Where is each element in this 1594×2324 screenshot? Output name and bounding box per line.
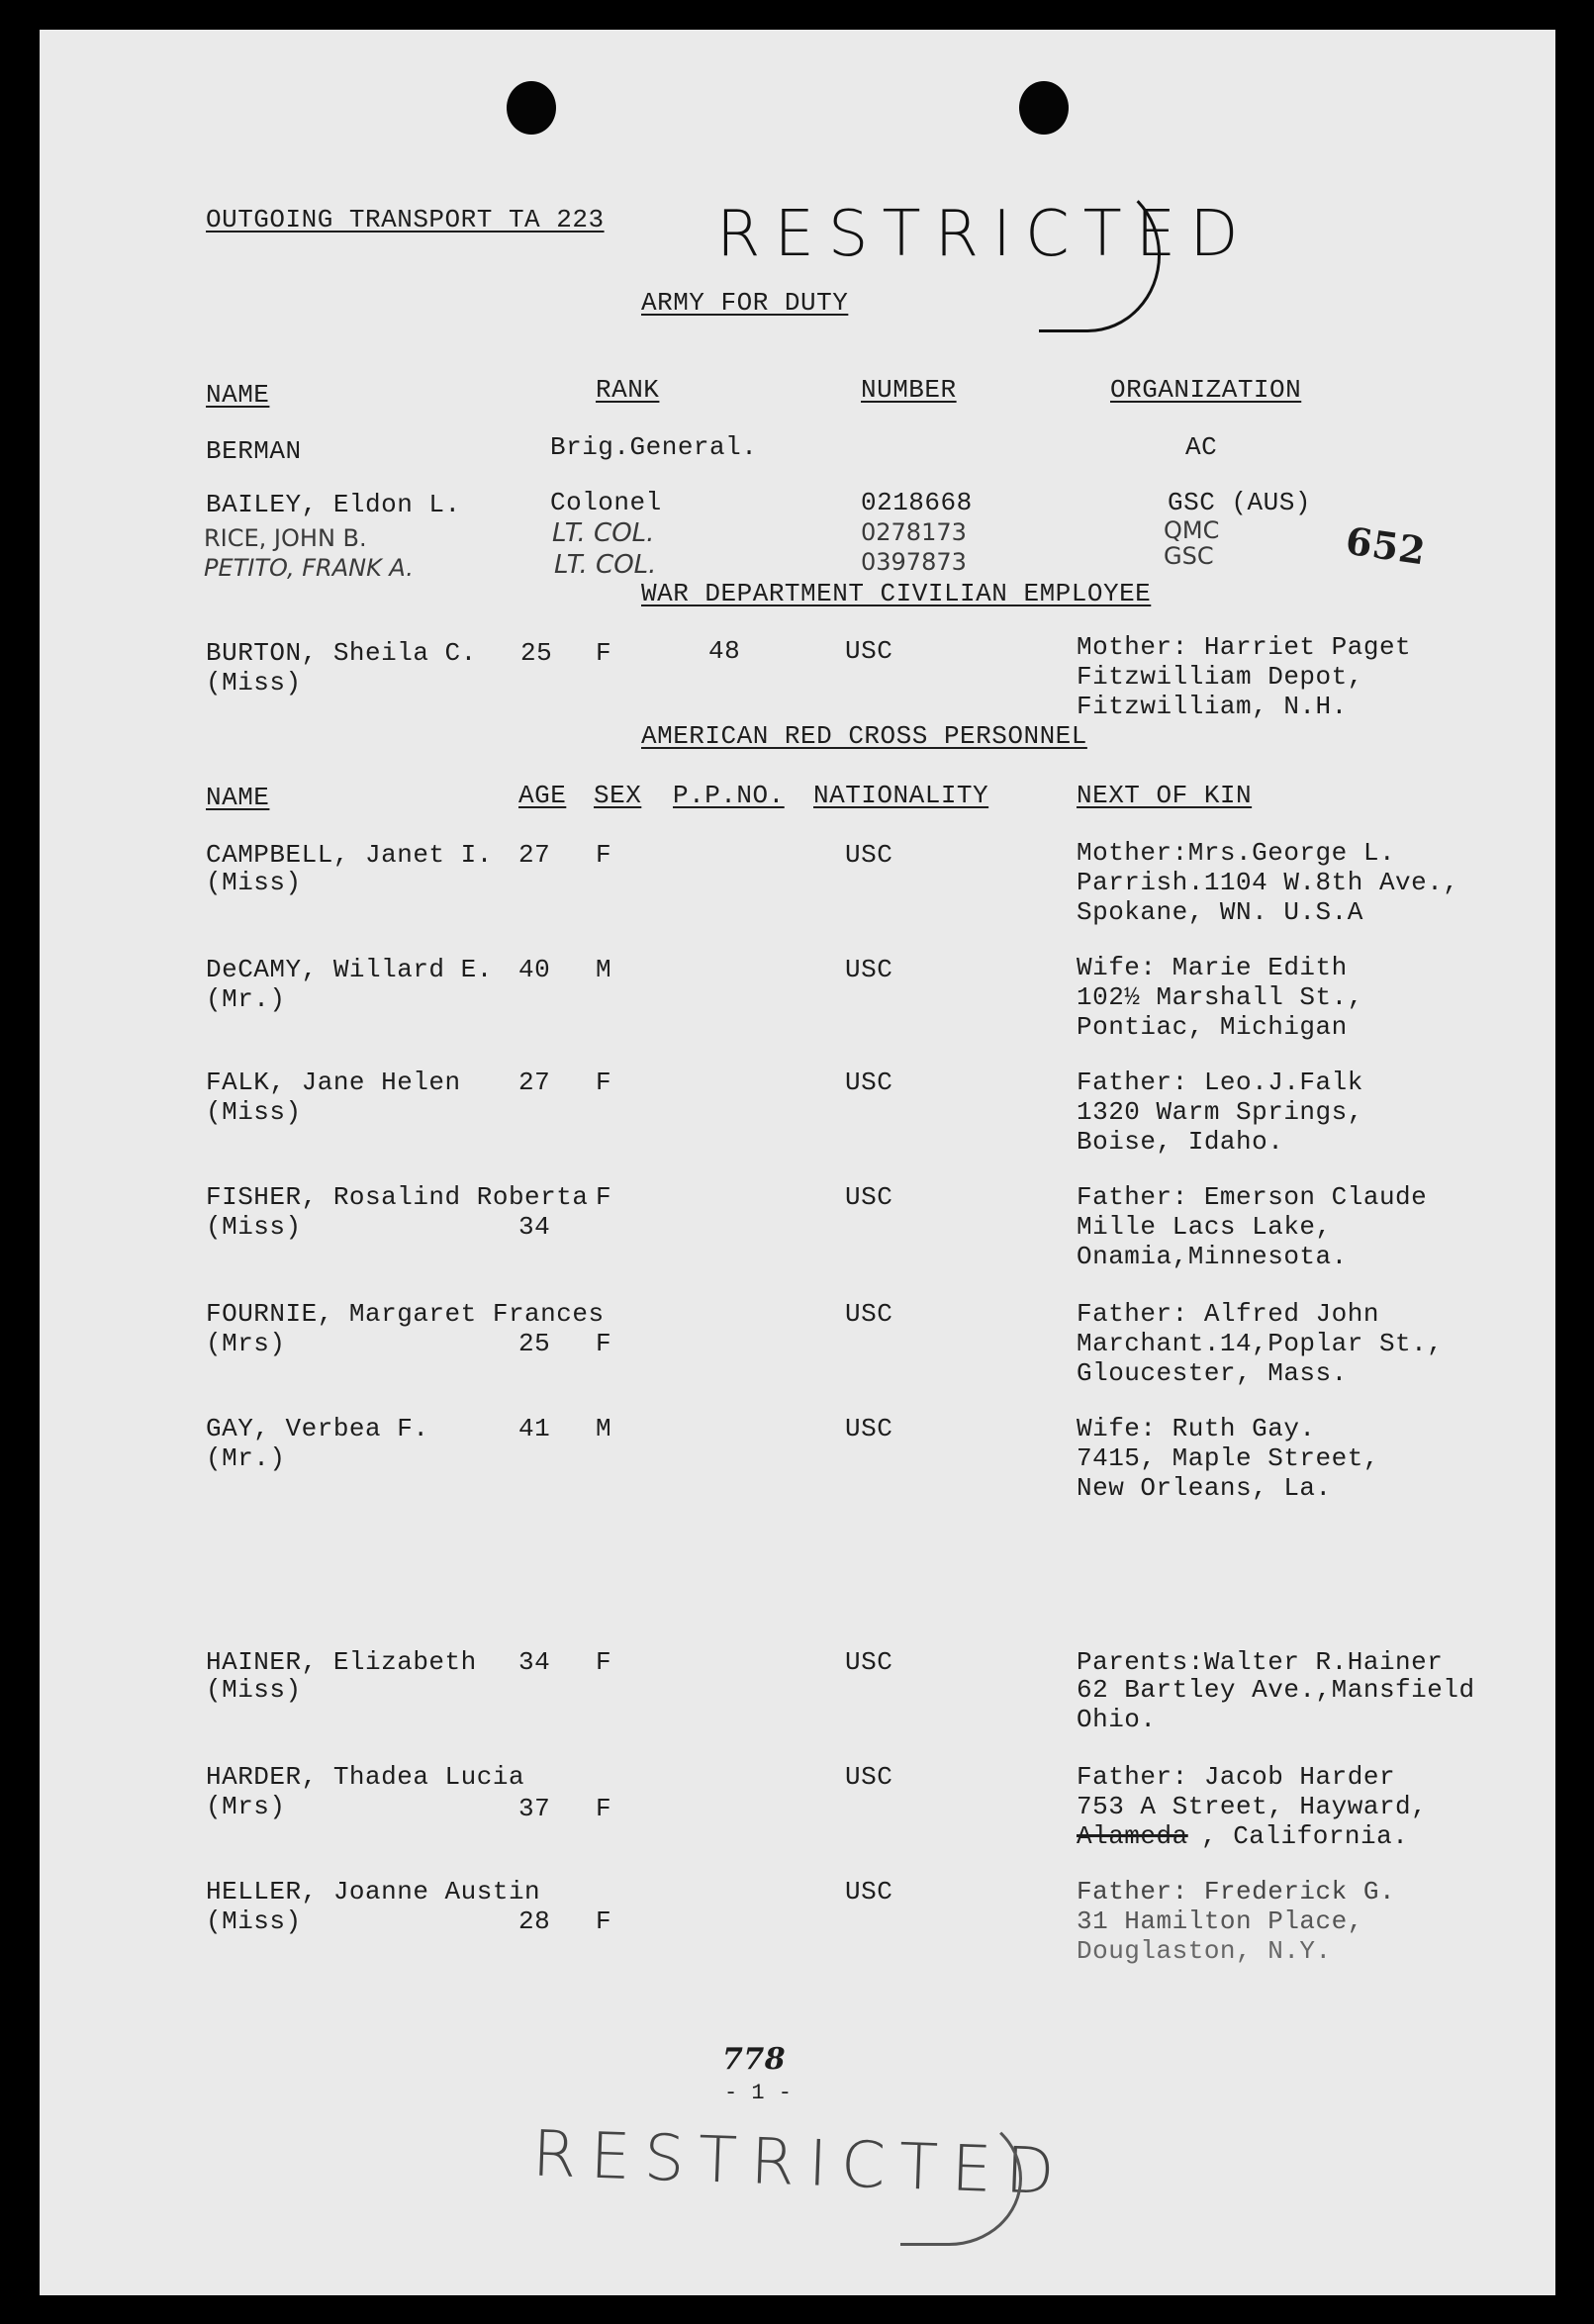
arc-row-kin: 1320 Warm Springs,: [1077, 1097, 1363, 1127]
arc-row-age: 27: [518, 1068, 551, 1097]
arc-row-kin: Father: Frederick G.: [1077, 1877, 1396, 1906]
arc-row-kin: 7415, Maple Street,: [1077, 1443, 1379, 1473]
section-army-heading: ARMY FOR DUTY: [641, 288, 849, 318]
arc-row-kin: Wife: Ruth Gay.: [1077, 1414, 1316, 1443]
restricted-stamp-bottom: RESTRICTED: [530, 2117, 1070, 2210]
arc-row-kin: Father: Alfred John: [1077, 1299, 1379, 1329]
arc-row-nationality: USC: [845, 1299, 893, 1329]
arc-col-nationality: NATIONALITY: [813, 781, 989, 810]
arc-row-title: (Miss): [206, 1097, 302, 1127]
arc-row-kin: Wife: Marie Edith: [1077, 953, 1348, 982]
footer-number: 778: [722, 2042, 787, 2077]
army-row-org: AC: [1185, 432, 1218, 462]
arc-row-kin-struck: Alameda: [1077, 1821, 1188, 1851]
arc-row-name: FALK, Jane Helen: [206, 1068, 461, 1097]
arc-col-sex: SEX: [594, 781, 642, 810]
army-col-organization: ORGANIZATION: [1110, 375, 1302, 405]
wd-nationality: USC: [845, 636, 893, 666]
arc-row-nationality: USC: [845, 1762, 893, 1792]
arc-row-kin: Boise, Idaho.: [1077, 1127, 1284, 1157]
arc-row-title: (Mr.): [206, 1443, 286, 1473]
arc-row-age: 34: [518, 1212, 551, 1242]
arc-row-nationality: USC: [845, 1068, 893, 1097]
arc-row-age: 34: [518, 1647, 551, 1677]
arc-row-title: (Mrs): [206, 1792, 286, 1821]
arc-row-kin: Father: Jacob Harder: [1077, 1762, 1396, 1792]
arc-row-age: 28: [518, 1906, 551, 1936]
arc-row-age: 25: [518, 1329, 551, 1358]
arc-row-name: FOURNIE, Margaret Frances: [206, 1299, 605, 1329]
restricted-stamp-top: RESTRICTED: [716, 198, 1253, 271]
page-mark: 652: [1343, 517, 1429, 574]
handwritten-row-rank: LT. COL.: [554, 550, 657, 580]
arc-row-nationality: USC: [845, 1877, 893, 1906]
arc-row-kin: Marchant.14,Poplar St.,: [1077, 1329, 1444, 1358]
arc-row-sex: F: [596, 1068, 612, 1097]
arc-row-kin: 62 Bartley Ave.,Mansfield: [1077, 1675, 1475, 1705]
arc-row-age: 27: [518, 840, 551, 870]
army-col-rank: RANK: [596, 375, 660, 405]
arc-row-kin: Father: Emerson Claude: [1077, 1182, 1428, 1212]
arc-row-nationality: USC: [845, 955, 893, 984]
arc-row-kin: Mother:Mrs.George L.: [1077, 838, 1396, 868]
arc-row-name: CAMPBELL, Janet I.: [206, 840, 493, 870]
arc-row-kin: Douglaston, N.Y.: [1077, 1936, 1332, 1966]
arc-row-sex: F: [596, 1794, 612, 1823]
arc-row-name: HELLER, Joanne Austin: [206, 1877, 541, 1906]
arc-row-title: (Miss): [206, 1675, 302, 1705]
punch-hole-right: [1019, 81, 1069, 135]
arc-row-age: 41: [518, 1414, 551, 1443]
wd-title: (Miss): [206, 668, 302, 697]
wd-kin-line: Fitzwilliam, N.H.: [1077, 692, 1348, 721]
arc-row-title: (Miss): [206, 1212, 302, 1242]
arc-col-age: AGE: [518, 781, 567, 810]
handwritten-row-number: 0397873: [861, 548, 967, 576]
army-row-number: 0218668: [861, 488, 973, 517]
arc-row-kin: Mille Lacs Lake,: [1077, 1212, 1332, 1242]
arc-row-kin: 102½ Marshall St.,: [1077, 982, 1363, 1012]
handwritten-row-number: 0278173: [861, 518, 967, 546]
army-row-name: BAILEY, Eldon L.: [206, 490, 461, 519]
arc-row-sex: F: [596, 1906, 612, 1936]
arc-row-kin: Spokane, WN. U.S.A: [1077, 897, 1363, 927]
arc-row-nationality: USC: [845, 1182, 893, 1212]
army-col-name: NAME: [206, 380, 270, 410]
arc-row-sex: F: [596, 1647, 612, 1677]
arc-row-sex: M: [596, 955, 612, 984]
arc-row-sex: F: [596, 1182, 612, 1212]
arc-row-name: HAINER, Elizabeth: [206, 1647, 477, 1677]
arc-row-kin: Parrish.1104 W.8th Ave.,: [1077, 868, 1459, 897]
army-row-org: GSC (AUS): [1168, 488, 1311, 517]
arc-row-kin: Onamia,Minnesota.: [1077, 1242, 1348, 1271]
arc-row-kin: Pontiac, Michigan: [1077, 1012, 1348, 1042]
wd-kin-line: Mother: Harriet Paget: [1077, 632, 1412, 662]
army-row-name: BERMAN: [206, 436, 302, 466]
section-arc-heading: AMERICAN RED CROSS PERSONNEL: [641, 721, 1087, 751]
page-number: - 1 -: [724, 2081, 793, 2105]
arc-row-sex: F: [596, 840, 612, 870]
arc-row-nationality: USC: [845, 1414, 893, 1443]
arc-row-age: 37: [518, 1794, 551, 1823]
wd-number: 48: [708, 636, 741, 666]
arc-row-name: DeCAMY, Willard E.: [206, 955, 493, 984]
arc-col-pp: P.P.NO.: [673, 781, 785, 810]
punch-hole-left: [507, 81, 556, 135]
document-page: [40, 30, 1555, 2295]
arc-row-kin: Gloucester, Mass.: [1077, 1358, 1348, 1388]
wd-sex: F: [596, 638, 612, 668]
arc-row-age: 40: [518, 955, 551, 984]
arc-row-name: HARDER, Thadea Lucia: [206, 1762, 525, 1792]
arc-row-name: GAY, Verbea F.: [206, 1414, 429, 1443]
stamp-circle-bottom: [900, 2111, 1022, 2246]
arc-row-kin: Ohio.: [1077, 1705, 1157, 1734]
arc-row-title: (Mr.): [206, 984, 286, 1014]
arc-col-kin: NEXT OF KIN: [1077, 781, 1253, 810]
arc-row-sex: F: [596, 1329, 612, 1358]
arc-row-kin: 753 A Street, Hayward,: [1077, 1792, 1428, 1821]
arc-row-title: (Miss): [206, 868, 302, 897]
handwritten-row-name: RICE, JOHN B.: [204, 524, 367, 552]
arc-row-title: (Mrs): [206, 1329, 286, 1358]
arc-col-name: NAME: [206, 783, 270, 812]
arc-row-kin: 31 Hamilton Place,: [1077, 1906, 1363, 1936]
arc-row-kin: Father: Leo.J.Falk: [1077, 1068, 1363, 1097]
army-row-rank: Colonel: [550, 488, 662, 517]
arc-row-kin: Parents:Walter R.Hainer: [1077, 1647, 1444, 1677]
wd-kin-line: Fitzwilliam Depot,: [1077, 662, 1363, 692]
handwritten-row-rank: LT. COL.: [552, 518, 655, 548]
handwritten-row-name: PETITO, FRANK A.: [204, 554, 414, 582]
section-wd-heading: WAR DEPARTMENT CIVILIAN EMPLOYEE: [641, 579, 1152, 608]
handwritten-row-org: GSC: [1164, 542, 1214, 570]
transport-title: OUTGOING TRANSPORT TA 223: [206, 205, 605, 234]
arc-row-kin: , California.: [1201, 1821, 1409, 1851]
army-col-number: NUMBER: [861, 375, 957, 405]
handwritten-row-org: QMC: [1164, 516, 1220, 544]
arc-row-sex: M: [596, 1414, 612, 1443]
arc-row-kin: New Orleans, La.: [1077, 1473, 1332, 1503]
army-row-rank: Brig.General.: [550, 432, 758, 462]
arc-row-nationality: USC: [845, 840, 893, 870]
arc-row-nationality: USC: [845, 1647, 893, 1677]
arc-row-name: FISHER, Rosalind Roberta: [206, 1182, 589, 1212]
wd-age: 25: [520, 638, 553, 668]
wd-name: BURTON, Sheila C.: [206, 638, 477, 668]
arc-row-title: (Miss): [206, 1906, 302, 1936]
